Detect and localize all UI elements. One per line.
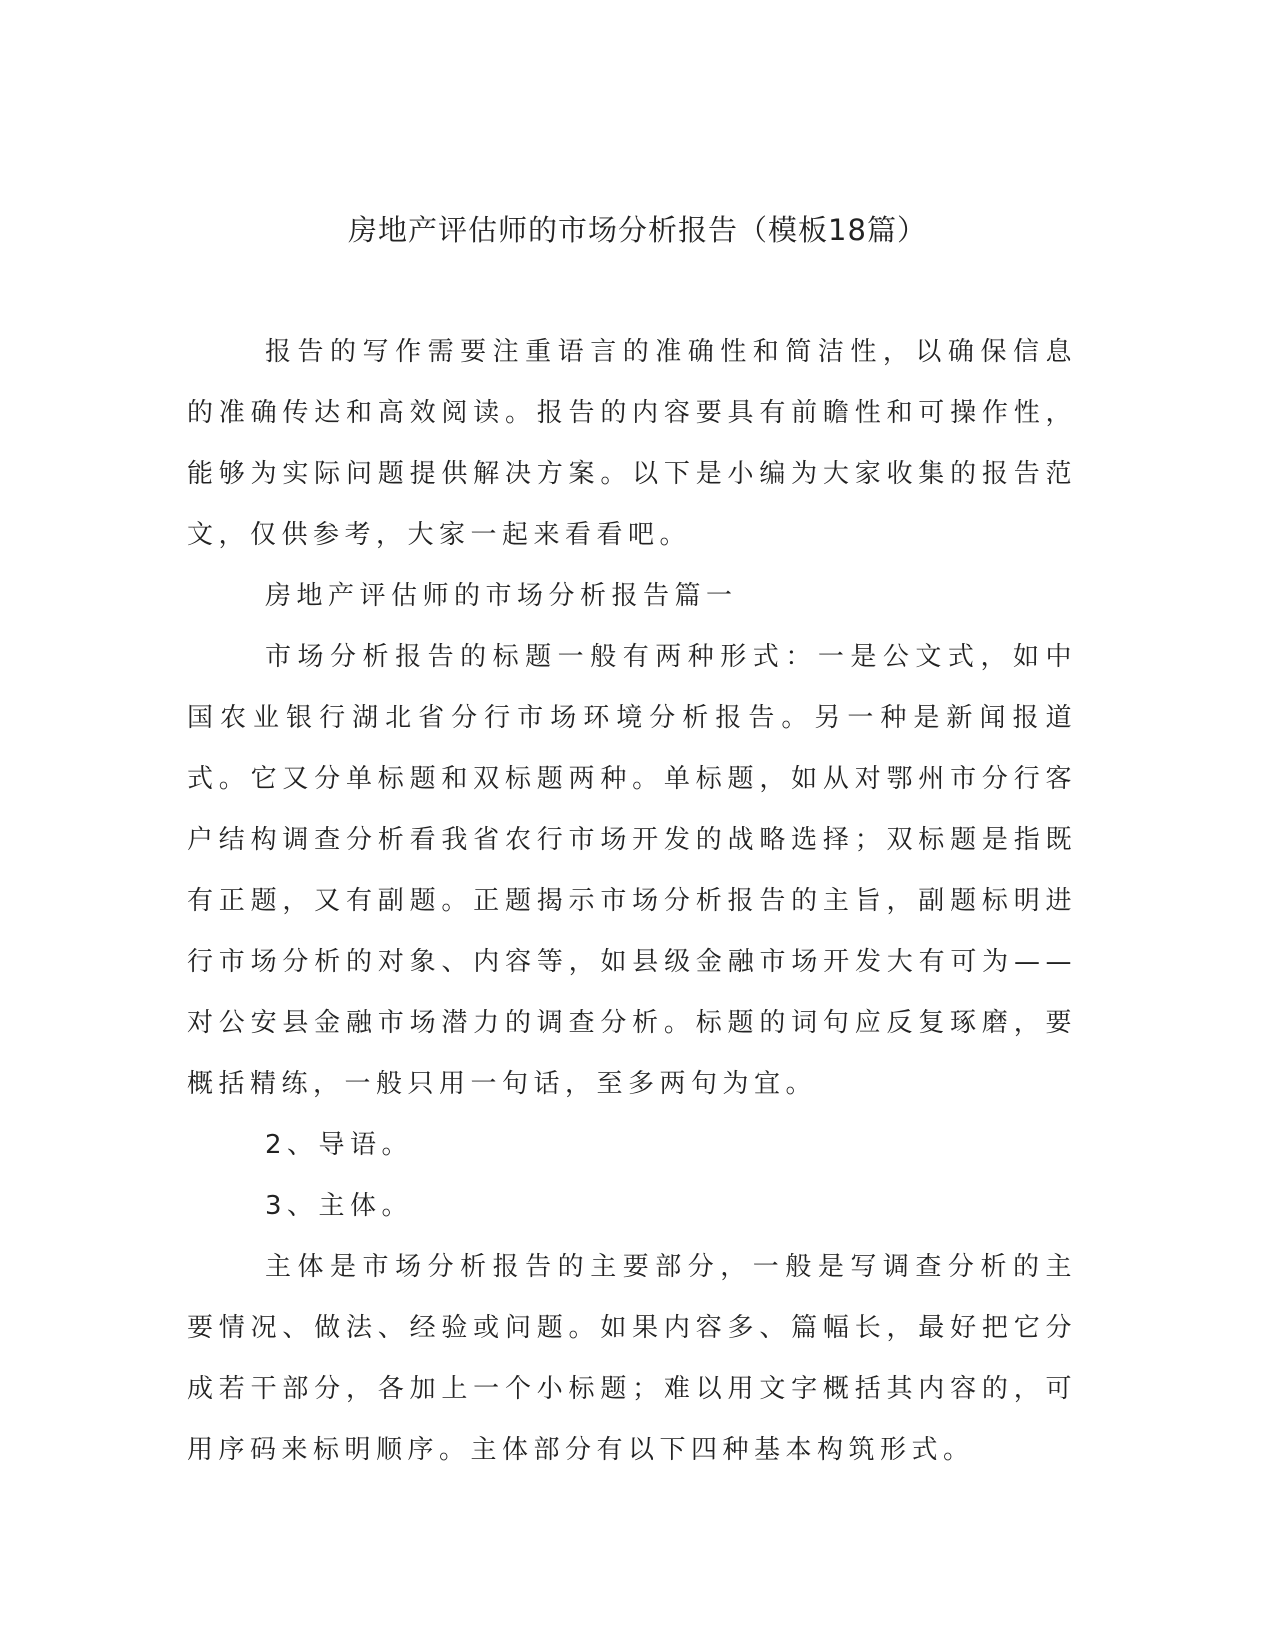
list-item-body: 3、主体。 (265, 1191, 414, 1221)
document-body (187, 322, 1077, 1481)
body-description-paragraph: 主体是市场分析报告的主要部分，一般是写调查分析的主要情况、做法、经验或问题。如果内容多、篇幅长，最好把它分成若干部分，各加上一个小标题；难以用文字概括其内容的，可用序码来标明顺序。主体部分有以下四种基本构筑形式。 (187, 1252, 1077, 1465)
section-heading: 房地产评估师的市场分析报告篇一 (265, 581, 738, 611)
intro-paragraph: 报告的写作需要注重语言的准确性和简洁性，以确保信息的准确传达和高效阅读。报告的内容要具有前瞻性和可操作性，能够为实际问题提供解决方案。以下是小编为大家收集的报告范文，仅供参考，大家一起来看看吧。 (187, 337, 1077, 550)
list-item-lead: 2、导语。 (265, 1130, 414, 1160)
document-title: 房地产评估师的市场分析报告（模板18篇） (348, 213, 927, 247)
title-forms-paragraph: 市场分析报告的标题一般有两种形式：一是公文式，如中国农业银行湖北省分行市场环境分析报告。另一种是新闻报道式。它又分单标题和双标题两种。单标题，如从对鄂州市分行客户结构调查分析看我省农行市场开发的战略选择；双标题是指既有正题，又有副题。正题揭示市场分析报告的主旨，副题标明进行市场分析的对象、内容等，如县级金融市场开发大有可为——对公安县金融市场潜力的调查分析。标题的词句应反复琢磨，要概括精练，一般只用一句话，至多两句为宜。 (187, 642, 1077, 1099)
